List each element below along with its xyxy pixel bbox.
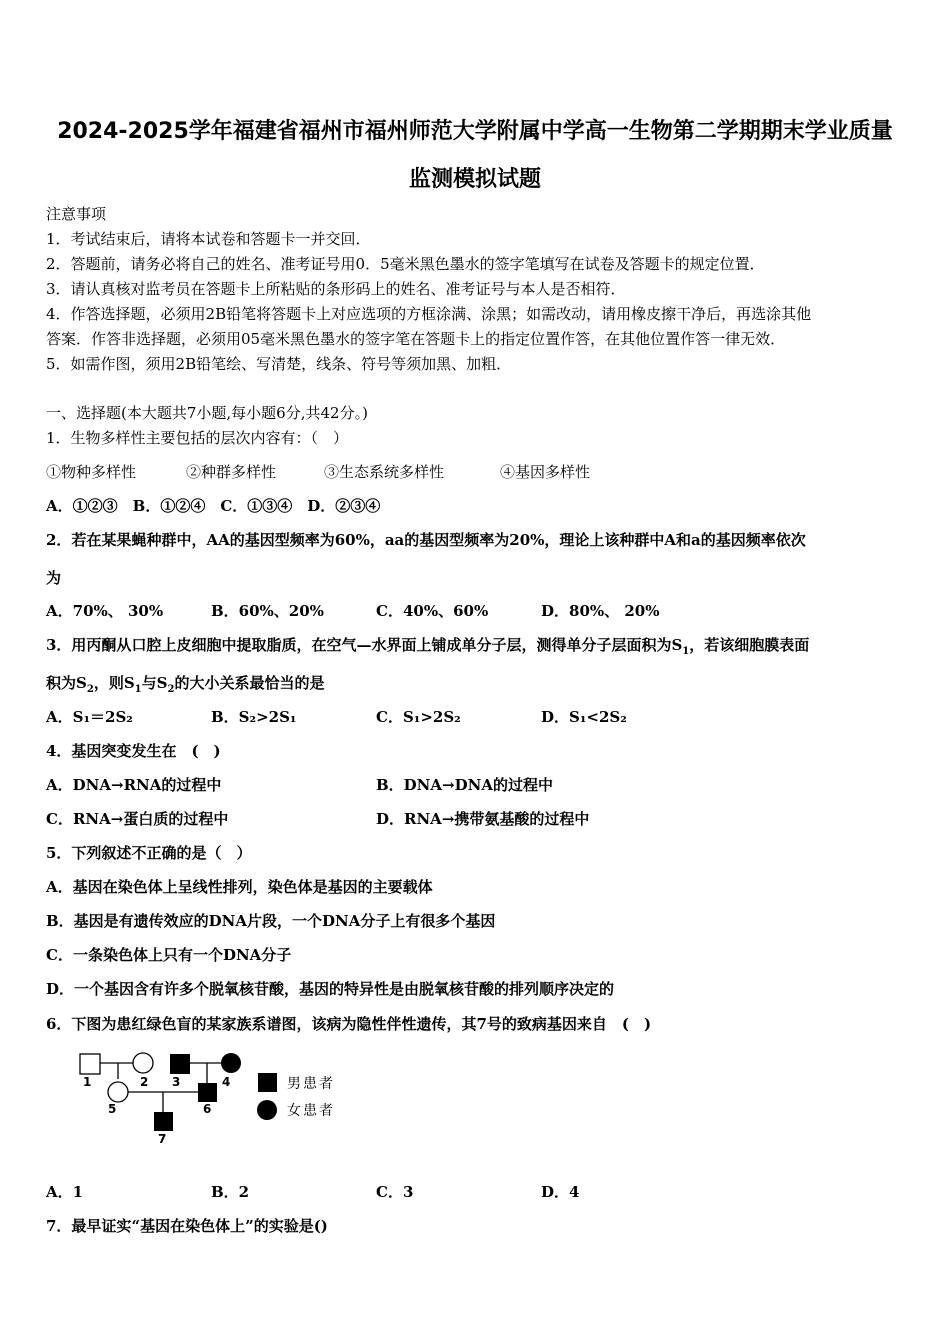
notice-item: 3．请认真核对监考员在答题卡上所粘贴的条形码上的姓名、准考证号与本人是否相符． [46, 280, 626, 298]
question-3-stem-cont [46, 672, 324, 695]
notice-item: 2．答题前，请务必将自己的姓名、准考证号用0．5毫米黑色墨水的签字笔填写在试卷及答题卡的规定位置． [46, 255, 765, 273]
q1-item: ④基因多样性 [500, 463, 591, 481]
title-line-1: 2024-2025学年福建省福州市福州师范大学附属中学高一生物第二学期期末学业质量 [57, 119, 893, 144]
question-1-stem: 1．生物多样性主要包括的层次内容有：（ ） [46, 429, 349, 447]
q3-text: 积为S [46, 674, 87, 692]
pedigree-number: 3 [172, 1075, 181, 1089]
q3-sub: 1 [134, 684, 142, 695]
legend-male-label: 男患者 [287, 1076, 335, 1092]
q2-option-b: B．60%、20% [211, 602, 324, 620]
individual-1-healthy-male [80, 1054, 100, 1074]
q4-option-b: B．DNA→DNA的过程中 [376, 776, 553, 794]
individual-5-healthy-female [108, 1082, 128, 1102]
q3-option-d: D．S₁<2S₂ [541, 708, 627, 726]
notice-item: 答案．作答非选择题，必须用05毫米黑色墨水的签字笔在答题卡上的指定位置作答，在其他位置作答一律无效． [46, 330, 786, 348]
q3-sub: 2 [167, 684, 175, 695]
pedigree-number: 7 [158, 1132, 167, 1146]
q4-option-d: D．RNA→携带氨基酸的过程中 [376, 810, 590, 828]
question-4-stem: 4．基因突变发生在 ( ) [46, 742, 221, 760]
notice-item: 1．考试结束后，请将本试卷和答题卡一并交回． [46, 230, 371, 248]
q6-option-a: A．1 [46, 1183, 84, 1201]
q4-option-a: A．DNA→RNA的过程中 [46, 776, 222, 794]
question-6-stem: 6．下图为患红绿色盲的某家族系谱图，该病为隐性伴性遗传，其7号的致病基因来自 ( ) [46, 1015, 652, 1033]
individual-3-affected-male [170, 1054, 190, 1074]
q3-text: 3．用丙酮从口腔上皮细胞中提取脂质，在空气—水界面上铺成单分子层，测得单分子层面积为S [46, 636, 683, 654]
q3-text: 的大小关系最恰当的是 [174, 674, 325, 692]
question-2-stem-cont: 为 [46, 569, 62, 587]
q5-option-c: C．一条染色体上只有一个DNA分子 [46, 946, 292, 964]
notice-item: 5．如需作图，须用2B铅笔绘、写清楚，线条、符号等须加黑、加粗． [46, 355, 512, 373]
q4-option-c: C．RNA→蛋白质的过程中 [46, 810, 229, 828]
q3-text: ，若该细胞膜表面 [689, 636, 810, 654]
individual-4-affected-female [221, 1053, 241, 1073]
q6-option-d: D．4 [541, 1183, 580, 1201]
title-line-2: 监测模拟试题 [408, 167, 541, 192]
individual-2-healthy-female [133, 1053, 153, 1073]
pedigree-number: 4 [222, 1075, 231, 1089]
legend-male-symbol [258, 1073, 277, 1092]
q3-option-a: A．S₁＝2S₂ [46, 708, 133, 726]
q3-sub: 2 [86, 684, 94, 695]
legend-female-label: 女患者 [287, 1103, 335, 1119]
notice-item: 4．作答选择题，必须用2B铅笔将答题卡上对应选项的方框涂满、涂黑；如需改动，请用橡皮擦干净后，再选涂其他 [46, 305, 812, 323]
q2-option-d: D．80%、 20% [541, 602, 660, 620]
q5-option-d: D．一个基因含有许多个脱氧核苷酸，基因的特异性是由脱氧核苷酸的排列顺序决定的 [46, 980, 615, 998]
q1-item: ②种群多样性 [186, 463, 277, 481]
individual-7-affected-male [154, 1112, 173, 1131]
question-2-stem: 2．若在某果蝇种群中，AA的基因型频率为60%，aa的基因型频率为20%，理论上该种群中A和a的基因频率依次 [46, 531, 806, 549]
individual-6-affected-male [198, 1083, 217, 1102]
pedigree-number: 6 [203, 1102, 212, 1116]
section-heading: 一、选择题(本大题共7小题,每小题6分,共42分。) [46, 404, 368, 422]
pedigree-number: 2 [140, 1075, 149, 1089]
q3-option-b: B．S₂>2S₁ [211, 708, 297, 726]
q3-sub: 1 [682, 646, 690, 657]
pedigree-number: 1 [83, 1075, 92, 1089]
q2-option-a: A．70%、 30% [46, 602, 164, 620]
q1-options: A．①②③ B．①②④ C．①③④ D．②③④ [46, 497, 381, 515]
question-5-stem: 5．下列叙述不正确的是（ ） [46, 844, 252, 862]
question-7-stem: 7．最早证实“基因在染色体上”的实验是() [46, 1217, 328, 1235]
q1-item: ③生态系统多样性 [324, 463, 445, 481]
q1-item: ①物种多样性 [46, 463, 137, 481]
legend-female-symbol [257, 1100, 277, 1120]
pedigree-number: 5 [108, 1102, 117, 1116]
q3-text: ，则S [93, 674, 135, 692]
q3-text: 与S [141, 674, 168, 692]
notice-heading: 注意事项 [46, 205, 107, 223]
q6-option-c: C．3 [376, 1183, 414, 1201]
question-3-stem [46, 634, 809, 657]
q3-option-c: C．S₁>2S₂ [376, 708, 461, 726]
q5-option-a: A．基因在染色体上呈线性排列，染色体是基因的主要载体 [46, 878, 433, 896]
pedigree-chart [70, 1045, 370, 1150]
q6-option-b: B．2 [211, 1183, 250, 1201]
q2-option-c: C．40%、60% [376, 602, 489, 620]
q5-option-b: B．基因是有遗传效应的DNA片段，一个DNA分子上有很多个基因 [46, 912, 496, 930]
